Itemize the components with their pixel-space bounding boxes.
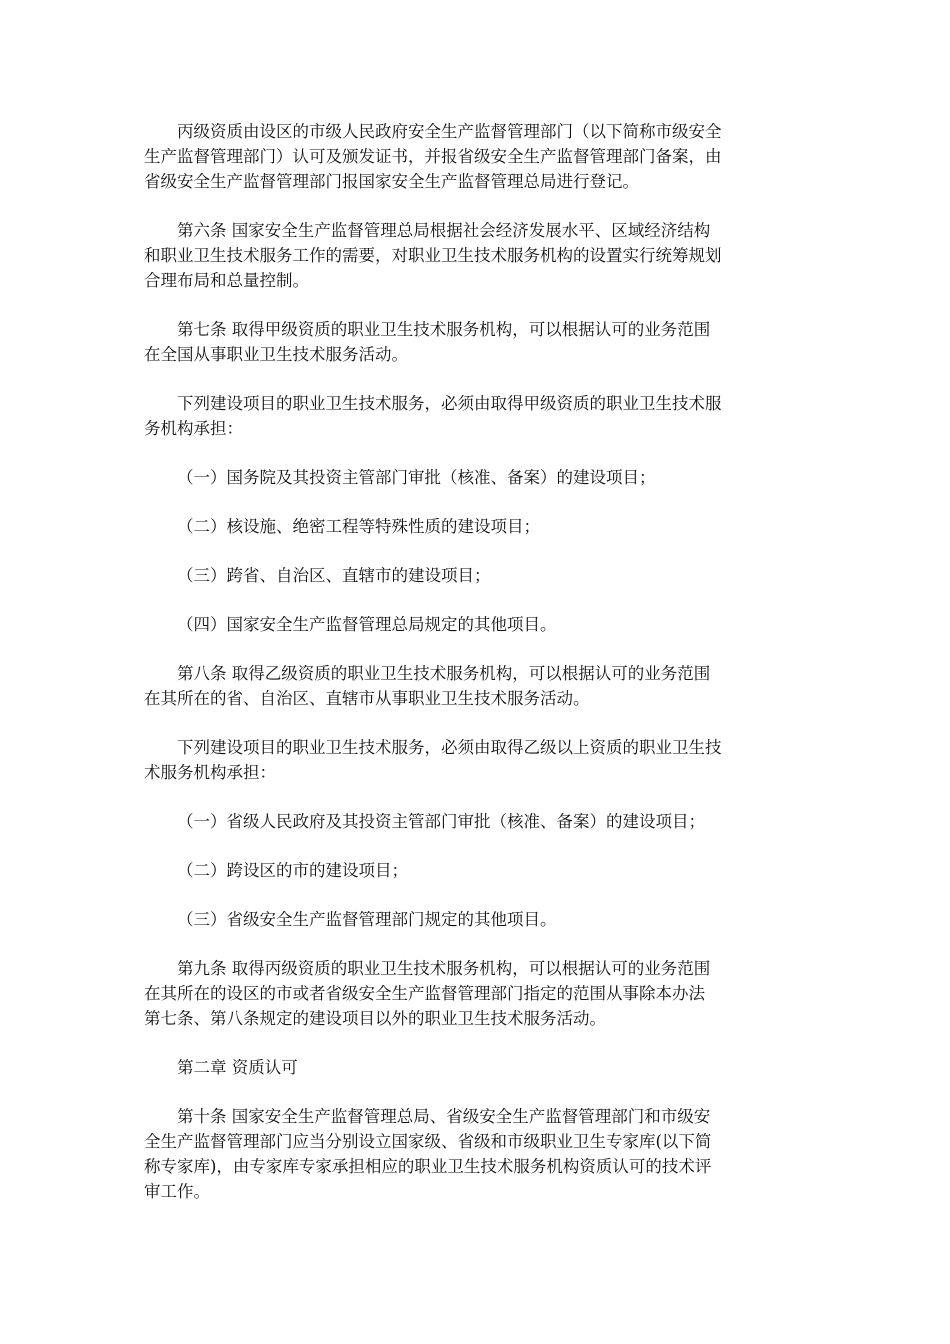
- paragraph-line: 下列建设项目的职业卫生技术服务，必须由取得乙级以上资质的职业卫生技: [177, 738, 722, 757]
- paragraph-line: 全生产监督管理部门应当分别设立国家级、省级和市级职业卫生专家库(以下简: [144, 1132, 712, 1151]
- paragraph: [144, 956, 814, 1031]
- paragraph-line: 第九条 取得丙级资质的职业卫生技术服务机构，可以根据认可的业务范围: [177, 959, 711, 978]
- paragraph: [144, 514, 814, 539]
- paragraph: [144, 1104, 814, 1204]
- document-page: [144, 119, 814, 1228]
- paragraph-line: 术服务机构承担：: [144, 763, 276, 782]
- paragraph: [144, 465, 814, 490]
- paragraph-line: （一）国务院及其投资主管部门审批（核准、备案）的建设项目；: [177, 468, 656, 487]
- paragraph: [144, 858, 814, 883]
- paragraph-line: 丙级资质由设区的市级人民政府安全生产监督管理部门（以下简称市级安全: [177, 122, 722, 141]
- paragraph: [144, 907, 814, 932]
- paragraph-line: 合理布局和总量控制。: [144, 271, 309, 290]
- paragraph-line: 第六条 国家安全生产监督管理总局根据社会经济发展水平、区域经济结构: [177, 221, 711, 240]
- paragraph-line: 下列建设项目的职业卫生技术服务，必须由取得甲级资质的职业卫生技术服: [177, 394, 722, 413]
- paragraph-line: 和职业卫生技术服务工作的需要，对职业卫生技术服务机构的设置实行统筹规划: [144, 246, 722, 265]
- paragraph-line: （二）跨设区的市的建设项目；: [177, 861, 408, 880]
- paragraph: [144, 612, 814, 637]
- paragraph-line: 第十条 国家安全生产监督管理总局、省级安全生产监督管理部门和市级安: [177, 1107, 711, 1126]
- paragraph: [144, 563, 814, 588]
- paragraph-line: 审工作。: [144, 1182, 210, 1201]
- paragraph-line: 第七条 取得甲级资质的职业卫生技术服务机构，可以根据认可的业务范围: [177, 320, 711, 339]
- paragraph: [144, 661, 814, 711]
- paragraph: [144, 391, 814, 441]
- paragraph-line: （二）核设施、绝密工程等特殊性质的建设项目；: [177, 517, 540, 536]
- paragraph-line: 省级安全生产监督管理部门报国家安全生产监督管理总局进行登记。: [144, 172, 639, 191]
- paragraph-line: 第七条、第八条规定的建设项目以外的职业卫生技术服务活动。: [144, 1009, 606, 1028]
- paragraph: [144, 809, 814, 834]
- paragraph: [144, 1055, 814, 1080]
- paragraph-line: （三）省级安全生产监督管理部门规定的其他项目。: [177, 910, 557, 929]
- paragraph-line: 生产监督管理部门）认可及颁发证书，并报省级安全生产监督管理部门备案，由: [144, 147, 722, 166]
- paragraph-line: 第八条 取得乙级资质的职业卫生技术服务机构，可以根据认可的业务范围: [177, 664, 711, 683]
- paragraph: [144, 317, 814, 367]
- paragraph-line: （四）国家安全生产监督管理总局规定的其他项目。: [177, 615, 557, 634]
- paragraph-line: 称专家库)，由专家库专家承担相应的职业卫生技术服务机构资质认可的技术评: [144, 1157, 712, 1176]
- paragraph-line: 在其所在的设区的市或者省级安全生产监督管理部门指定的范围从事除本办法: [144, 984, 705, 1003]
- paragraph: [144, 218, 814, 293]
- paragraph-line: 务机构承担：: [144, 419, 243, 438]
- paragraph-line: 在其所在的省、自治区、直辖市从事职业卫生技术服务活动。: [144, 689, 590, 708]
- paragraph-line: （一）省级人民政府及其投资主管部门审批（核准、备案）的建设项目；: [177, 812, 705, 831]
- paragraph-line: 在全国从事职业卫生技术服务活动。: [144, 345, 408, 364]
- paragraph: [144, 119, 814, 194]
- paragraph-line: 第二章 资质认可: [177, 1058, 298, 1077]
- paragraph: [144, 735, 814, 785]
- paragraph-line: （三）跨省、自治区、直辖市的建设项目；: [177, 566, 491, 585]
